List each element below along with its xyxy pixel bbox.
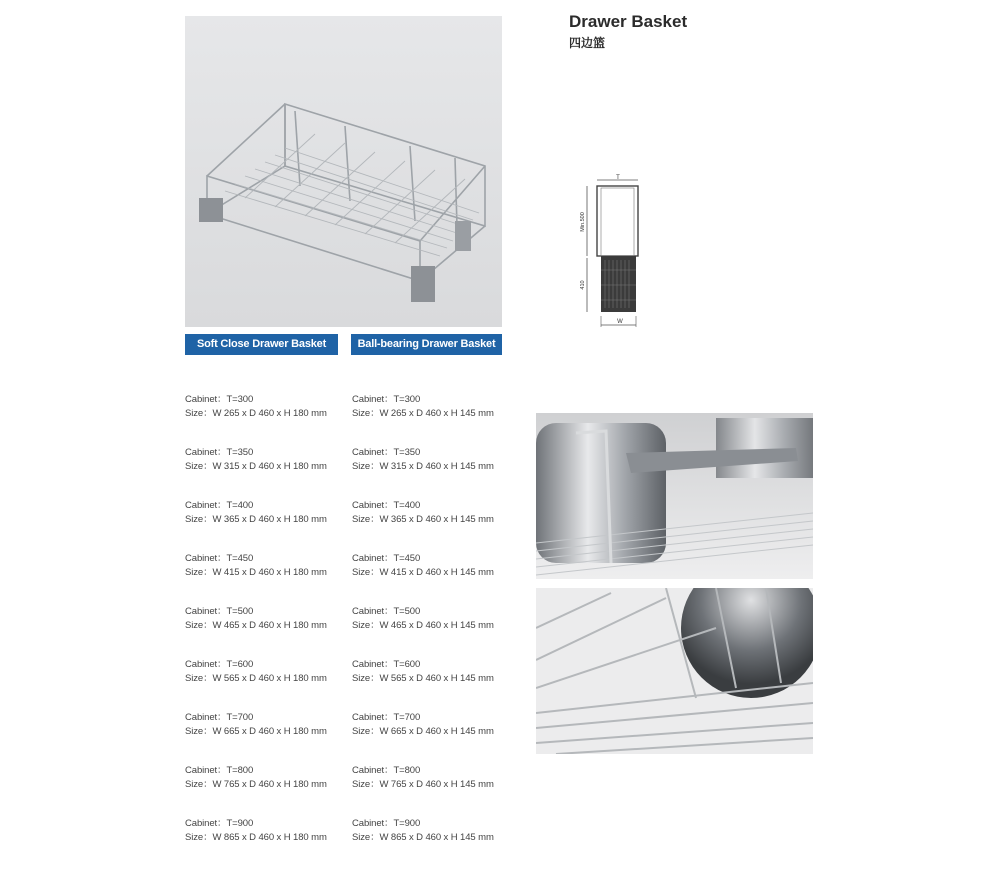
dimension-diagram xyxy=(575,170,655,330)
spec-item xyxy=(352,393,512,446)
cabinet-value: Cabinet：T=450 xyxy=(352,553,421,564)
cabinet-value: Cabinet：T=350 xyxy=(352,447,421,458)
spec-item xyxy=(352,764,512,817)
size-value: Size：W 765 x D 460 x H 180 mm xyxy=(185,778,327,790)
size-value: Size：W 315 x D 460 x H 180 mm xyxy=(185,460,327,472)
size-value: Size：W 465 x D 460 x H 180 mm xyxy=(185,619,327,631)
ball-bearing-label: Ball-bearing Drawer Basket xyxy=(351,334,502,355)
basket-block xyxy=(601,256,636,312)
spec-item xyxy=(185,817,345,870)
spec-item xyxy=(352,446,512,499)
spec-item xyxy=(185,711,345,764)
size-value: Size：W 315 x D 460 x H 145 mm xyxy=(352,460,494,472)
cabinet-value: Cabinet：T=700 xyxy=(185,712,254,723)
cabinet-value: Cabinet：T=300 xyxy=(352,394,421,405)
ball-bearing-spec-list xyxy=(352,393,512,870)
size-value: Size：W 265 x D 460 x H 145 mm xyxy=(352,407,494,419)
size-value: Size：W 665 x D 460 x H 145 mm xyxy=(352,725,494,737)
cabinet-value: Cabinet：T=400 xyxy=(185,500,254,511)
size-value: Size：W 265 x D 460 x H 180 mm xyxy=(185,407,327,419)
soft-close-label: Soft Close Drawer Basket xyxy=(185,334,338,355)
spec-item xyxy=(185,499,345,552)
cabinet-value: Cabinet：T=600 xyxy=(185,659,254,670)
spec-item xyxy=(352,552,512,605)
cabinet-value: Cabinet：T=600 xyxy=(352,659,421,670)
cabinet-value: Cabinet：T=500 xyxy=(352,606,421,617)
detail-photo-wire xyxy=(536,588,813,754)
spec-item xyxy=(352,499,512,552)
w-label: W xyxy=(617,319,623,325)
cabinet-value: Cabinet：T=900 xyxy=(185,818,254,829)
size-value: Size：W 865 x D 460 x H 180 mm xyxy=(185,831,327,843)
cabinet-value: Cabinet：T=900 xyxy=(352,818,421,829)
cabinet-value: Cabinet：T=350 xyxy=(185,447,254,458)
spec-item xyxy=(352,711,512,764)
soft-close-spec-list xyxy=(185,393,345,870)
size-value: Size：W 465 x D 460 x H 145 mm xyxy=(352,619,494,631)
size-value: Size：W 865 x D 460 x H 145 mm xyxy=(352,831,494,843)
size-value: Size：W 365 x D 460 x H 180 mm xyxy=(185,513,327,525)
height-label: 410 xyxy=(580,280,586,290)
cabinet-outline xyxy=(597,186,638,256)
size-value: Size：W 415 x D 460 x H 145 mm xyxy=(352,566,494,578)
spec-item xyxy=(185,552,345,605)
size-value: Size：W 565 x D 460 x H 180 mm xyxy=(185,672,327,684)
cabinet-value: Cabinet：T=800 xyxy=(352,765,421,776)
spec-item xyxy=(185,605,345,658)
spec-item xyxy=(352,658,512,711)
size-value: Size：W 765 x D 460 x H 145 mm xyxy=(352,778,494,790)
spec-item xyxy=(185,658,345,711)
cabinet-value: Cabinet：T=400 xyxy=(352,500,421,511)
detail-photo-pots xyxy=(536,413,813,579)
cabinet-value: Cabinet：T=450 xyxy=(185,553,254,564)
spec-item xyxy=(352,817,512,870)
min-label: Min.500 xyxy=(580,212,586,232)
page-subtitle: 四边篮 xyxy=(569,36,606,50)
spec-item xyxy=(352,605,512,658)
spec-item xyxy=(185,393,345,446)
cabinet-value: Cabinet：T=500 xyxy=(185,606,254,617)
drawer-basket-illustration xyxy=(185,16,502,327)
page-title: Drawer Basket xyxy=(569,12,688,31)
size-value: Size：W 665 x D 460 x H 180 mm xyxy=(185,725,327,737)
size-value: Size：W 415 x D 460 x H 180 mm xyxy=(185,566,327,578)
t-label: T xyxy=(616,175,620,181)
cabinet-value: Cabinet：T=800 xyxy=(185,765,254,776)
cabinet-value: Cabinet：T=300 xyxy=(185,394,254,405)
size-value: Size：W 565 x D 460 x H 145 mm xyxy=(352,672,494,684)
cabinet-value: Cabinet：T=700 xyxy=(352,712,421,723)
size-value: Size：W 365 x D 460 x H 145 mm xyxy=(352,513,494,525)
spec-item xyxy=(185,446,345,499)
spec-item xyxy=(185,764,345,817)
product-photo xyxy=(185,16,502,327)
